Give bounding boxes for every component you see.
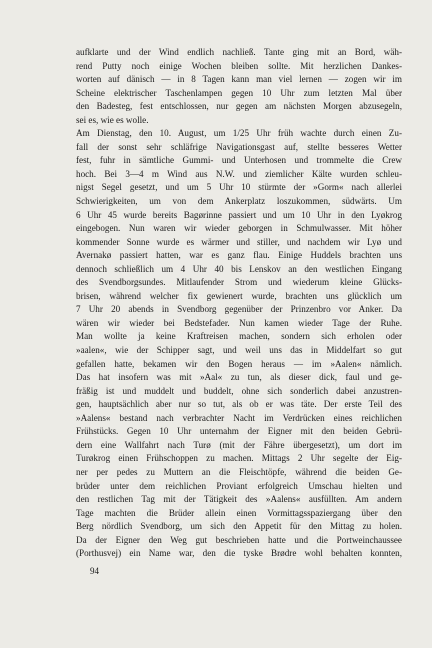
- text-line: Berg nördlich Svendborg, um sich den Appetit für den Mittag zu holen.: [76, 521, 402, 532]
- text-line: »Aalens« bestand nach verbrachter Nacht im Verdrücken eines reichlichen: [76, 412, 402, 423]
- text-line: gen, hauptsächlich aber nur so tut, als ob er was täte. Der erste Teil des: [76, 399, 402, 410]
- text-line: fest, fuhr in sämtliche Gummi- und Unterhosen und trommelte die Crew: [76, 155, 402, 166]
- text-line: 7 Uhr 20 abends in Svendborg gegenüber der Prinzenbro vor Anker. Da: [76, 304, 402, 315]
- text-line: eingebogen. Nun waren wir wieder geborgen in Schmulwasser. Mit höher: [76, 223, 402, 234]
- body-text: [76, 46, 402, 561]
- text-line: dern eine Wallfahrt nach Turø (mit der Fähre übergesetzt), um dort im: [76, 439, 402, 450]
- text-line: Am Dienstag, den 10. August, um 1/25 Uhr früh wachte durch einen Zu-: [76, 128, 402, 139]
- text-line: den restlichen Tag mit der Tätigkeit des »Aalens« ausfüllten. Am andern: [76, 494, 402, 505]
- text-line: Man wollte ja keine Kraftreisen machen, sondern sich erholen oder: [76, 331, 402, 342]
- text-line: Tage machten die Brüder allein einen Vormittagsspaziergang über den: [76, 507, 402, 518]
- text-line: 6 Uhr 45 wurde bereits Bagørinne passiert und um 10 Uhr in den Lyøkrog: [76, 209, 402, 220]
- text-line: fall der sonst sehr schläfrige Navigationsgast auf, stellte besseres Wetter: [76, 141, 402, 152]
- text-line: des Svendborgsundes. Mitlaufender Strom und wiederum kleine Glücks-: [76, 277, 402, 288]
- text-line: brisen, während welcher fix gewienert wurde, brachten uns glücklich um: [76, 290, 402, 301]
- text-line: brüder unter dem reichlichen Proviant erfolgreich Umschau hielten und: [76, 480, 402, 491]
- text-line: »aalen«, wie der Schipper sagt, und weil uns das in Middelfart so gut: [76, 345, 402, 356]
- text-line: hoch. Bei 3—4 m Wind aus N.W. und ziemlicher Kälte wurden schleu-: [76, 168, 402, 179]
- text-line: Das hat insofern was mit »Aal« zu tun, als dieser dick, faul und ge-: [76, 372, 402, 383]
- text-line: Frühstücks. Gegen 10 Uhr unternahm der Eigner mit den beiden Gebrü-: [76, 426, 402, 437]
- text-line: sei es, wie es wolle.: [76, 114, 149, 125]
- text-line: Schwierigkeiten, um von dem Ankerplatz loszukommen, südwärts. Um: [76, 196, 402, 207]
- text-line: fräßig ist und muddelt und buddelt, ohne sich sonderlich dabei anzustren-: [76, 385, 402, 396]
- text-line: rend Putty noch einige Wochen bleiben sollte. Mit herzlichen Dankes-: [76, 60, 402, 71]
- text-line: gefallen hatte, bekamen wir den Bogen heraus — im »Aalen« nämlich.: [76, 358, 402, 369]
- text-line: dennoch schließlich um 4 Uhr 40 bis Lenskov an den westlichen Eingang: [76, 263, 402, 274]
- text-line: den Badesteg, fest entschlossen, nur gegen am nächsten Morgen abzusegeln,: [76, 101, 402, 112]
- text-line: nigst Segel gesetzt, und um 5 Uhr 10 stürmte der »Gorm« nach allerlei: [76, 182, 402, 193]
- text-line: Da der Eigner den Weg gut beschrieben hatte und die Portweinchaussee: [76, 534, 402, 545]
- text-line: kommender Sonne wurde es wärmer und stiller, und nachdem wir Lyø und: [76, 236, 402, 247]
- text-line: aufklarte und der Wind endlich nachließ. Tante ging mit an Bord, wäh-: [76, 47, 402, 57]
- text-line: Turøkrog einen Frühschoppen zu machen. Mittags 2 Uhr segelte der Eig-: [76, 453, 402, 464]
- text-line: worten auf dänisch — in 8 Tagen kann man viel lernen — zogen wir im: [76, 74, 402, 85]
- text-line: Avernakø passiert hatten, war es ganz flau. Einige Huddels brachten uns: [76, 250, 402, 261]
- page-number: 94: [90, 566, 99, 576]
- text-line: (Porthusvej) ein Name war, den die tyske Brødre wohl behalten konnten,: [76, 548, 402, 559]
- text-line: Scheine elektrischer Taschenlampen gegen 10 Uhr zum letzten Mal über: [76, 87, 402, 98]
- text-line: ner per pedes zu Muttern an die Fleischtöpfe, während die beiden Ge-: [76, 466, 402, 477]
- text-line: wären wir wieder bei Bedstefader. Nun kamen wieder Tage der Ruhe.: [76, 317, 402, 328]
